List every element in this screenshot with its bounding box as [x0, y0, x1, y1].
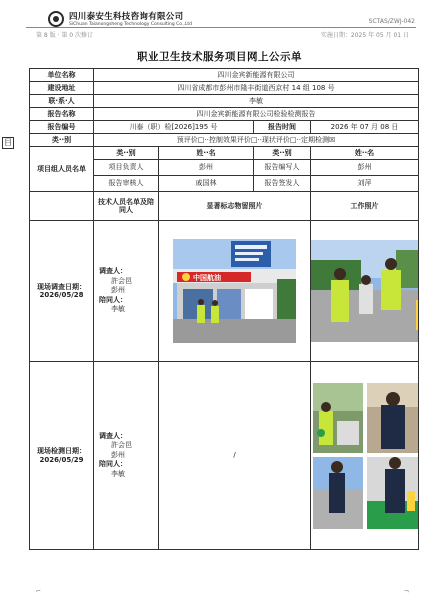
row-unit-name — [30, 69, 419, 82]
footer-corner-right: ¬ — [404, 588, 410, 595]
signer-label: 报告签发人 — [254, 176, 311, 192]
sampling-date-cell — [30, 362, 94, 550]
signer-name: 刘萍 — [311, 176, 419, 192]
sampling-escort-label: 陪同人： — [99, 460, 127, 469]
writer-label: 报告编写人 — [254, 160, 311, 176]
survey-work-photo — [311, 240, 419, 342]
staff-column-header: 技术人员名单及陪同人 — [94, 192, 159, 221]
sampling-staff-cell — [94, 362, 159, 550]
team-col-type-1: 类··别 — [94, 147, 159, 160]
report-number-value: 川泰（职）检[2026]195 号 — [94, 121, 254, 134]
layout-options-icon[interactable]: 目 — [4, 138, 12, 147]
site-photo-column-header: 显著标志物留照片 — [159, 192, 311, 221]
photo-header-blank — [30, 192, 94, 221]
writer-name: 彭州 — [311, 160, 419, 176]
team-header-row — [30, 147, 419, 160]
header-divider — [26, 27, 416, 28]
unit-name-label: 单位名称 — [30, 69, 94, 82]
survey-row — [30, 221, 419, 362]
team-group-label: 项目组人员名单 — [30, 147, 94, 192]
survey-date-cell — [30, 221, 94, 362]
survey-site-photo-cell — [159, 221, 311, 362]
survey-escort-1: 李敏 — [111, 305, 125, 314]
gas-station-photo — [173, 239, 296, 343]
team-col-name-2: 姓··名 — [311, 147, 419, 160]
company-english-name: SiChuan Taianongsheng Technology Consulting Co.,Ltd — [69, 22, 192, 27]
sampling-date-value: 2026/05/29 — [39, 455, 84, 464]
type-label: 类··别 — [30, 134, 94, 147]
survey-work-photo-cell — [311, 221, 419, 362]
report-time-value: 2026 年 07 月 08 日 — [311, 121, 419, 134]
document-number: SCTAS/ZWJ-042 — [368, 18, 415, 25]
team-col-name-1: 姓··名 — [159, 147, 254, 160]
reviewer-name: 戚国林 — [159, 176, 254, 192]
report-number-label: 报告编号 — [30, 121, 94, 134]
team-col-type-2: 类··别 — [254, 147, 311, 160]
row-type — [30, 134, 419, 147]
sampling-escort-1: 李敏 — [111, 469, 125, 478]
leader-label: 项目负责人 — [94, 160, 159, 176]
gas-station-sign: 中国航油 — [193, 274, 221, 282]
sampling-work-photos — [311, 381, 419, 531]
report-name-value: 四川金宾新能源有限公司检验检测报告 — [94, 108, 419, 121]
survey-investigator-1: 許会邑 — [111, 276, 132, 285]
survey-investigator-2: 彭州 — [111, 286, 125, 295]
survey-escort-label: 陪同人： — [99, 295, 127, 304]
sampling-date-label: 现场检测日期： — [37, 447, 86, 456]
footer-corner-left: ⌐ — [36, 588, 42, 595]
row-report-name — [30, 108, 419, 121]
photo-header-row — [30, 192, 419, 221]
sampling-site-photo-cell: / — [159, 362, 311, 550]
type-value: 预评价□··控制效果评价□··现状评价□··定期检测☒ — [94, 134, 419, 147]
reviewer-label: 报告审核人 — [94, 176, 159, 192]
row-report-number — [30, 121, 419, 134]
company-logo-icon — [48, 11, 64, 27]
unit-name-value: 四川金宾新能源有限公司 — [94, 69, 419, 82]
row-contact — [30, 95, 419, 108]
survey-date-value: 2026/05/28 — [39, 291, 84, 299]
survey-date-label: 现场调查日期： — [37, 282, 86, 291]
disclosure-form-table — [29, 68, 419, 550]
contact-label: 联·系·人 — [30, 95, 94, 108]
page-header — [0, 0, 439, 42]
address-label: 建设地址 — [30, 82, 94, 95]
page-title: 职业卫生技术服务项目网上公示单 — [137, 51, 302, 63]
sampling-investigator-label: 调查人： — [99, 431, 127, 440]
survey-staff-cell — [94, 221, 159, 362]
leader-name: 彭州 — [159, 160, 254, 176]
contact-value: 李敏 — [94, 95, 419, 108]
address-value: 四川省成都市彭州市隆丰街道西京村 14 组 108 号 — [94, 82, 419, 95]
survey-investigator-label: 调查人： — [99, 267, 127, 276]
report-time-label: 报告时间 — [254, 121, 311, 134]
version-info: 第 8 版 · 第 0 次修订 — [36, 32, 93, 39]
work-photo-column-header: 工作照片 — [311, 192, 419, 221]
sampling-row — [30, 362, 419, 550]
row-address — [30, 82, 419, 95]
sampling-work-photo-cell — [311, 362, 419, 550]
company-name: 四川泰安生科技咨询有限公司 — [69, 12, 184, 22]
report-name-label: 报告名称 — [30, 108, 94, 121]
effective-date: 实施日期：2025 年 05 月 01 日 — [320, 32, 409, 39]
sampling-investigator-1: 許会邑 — [111, 441, 132, 450]
sampling-investigator-2: 彭州 — [111, 450, 125, 459]
